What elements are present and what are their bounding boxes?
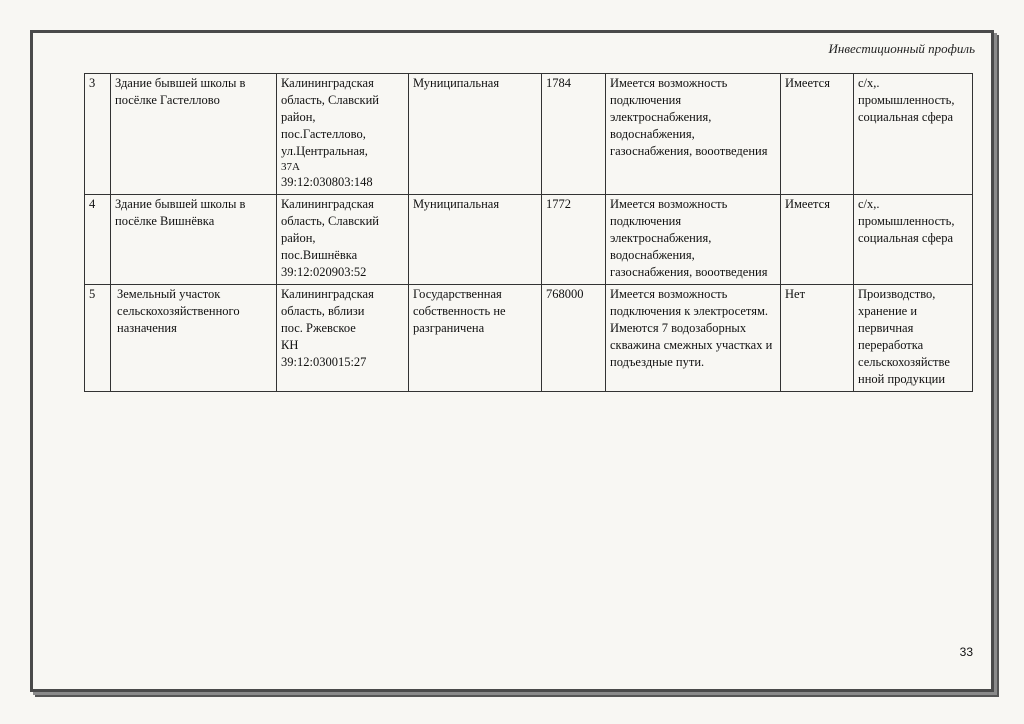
utilities-info: Имеется возможность подключения электроснабжения, водоснабжения, газоснабжения, вооотведения: [606, 195, 781, 285]
utilities-info: Имеется возможность подключения электроснабжения, водоснабжения, газоснабжения, вооотведения: [606, 74, 781, 195]
use-line: сельскохозяйстве: [858, 355, 950, 369]
ownership-form: Государственная собственность не разграничена: [409, 285, 542, 392]
row-number: 4: [85, 195, 111, 285]
object-name: Здание бывшей школы в посёлке Гастеллово: [111, 74, 277, 195]
address-line: район,: [281, 110, 316, 124]
object-area: 1784: [542, 74, 606, 195]
table-row: [85, 195, 973, 285]
address-line: область, Славский: [281, 214, 379, 228]
infrastructure-status: Имеется: [781, 195, 854, 285]
row-number: 3: [85, 74, 111, 195]
cadastral-number: 39:12:020903:52: [281, 265, 367, 279]
object-area: 1772: [542, 195, 606, 285]
address-line: пос. Ржевское: [281, 321, 356, 335]
intended-use: [854, 285, 973, 392]
address-house-number: 37А: [281, 161, 300, 173]
address-line: КН: [281, 338, 299, 352]
use-line: хранение и: [858, 304, 918, 318]
object-area: 768000: [542, 285, 606, 392]
intended-use: [854, 74, 973, 195]
page-number: 33: [959, 645, 973, 659]
use-line: промышленность,: [858, 214, 955, 228]
use-line: Производство,: [858, 287, 936, 301]
page-header-title: Инвестиционный профиль: [828, 41, 975, 56]
document-page: [30, 30, 994, 692]
cadastral-number: 39:12:030015:27: [281, 355, 367, 369]
investment-objects-table: [84, 73, 973, 392]
address-line: область, вблизи: [281, 304, 365, 318]
infrastructure-status: Нет: [781, 285, 854, 392]
address-line: ул.Центральная,: [281, 144, 368, 158]
ownership-form: Муниципальная: [409, 195, 542, 285]
address-line: пос.Гастеллово,: [281, 127, 366, 141]
use-line: промышленность,: [858, 93, 955, 107]
object-address: [277, 74, 409, 195]
address-line: область, Славский: [281, 93, 379, 107]
address-line: пос.Вишнёвка: [281, 248, 358, 262]
use-line: социальная сфера: [858, 110, 954, 124]
address-line: Калининградская: [281, 197, 374, 211]
use-line: социальная сфера: [858, 231, 954, 245]
table-row: [85, 74, 973, 195]
ownership-form: Муниципальная: [409, 74, 542, 195]
use-line: нной продукции: [858, 372, 946, 386]
object-address: [277, 285, 409, 392]
intended-use: [854, 195, 973, 285]
infrastructure-status: Имеется: [781, 74, 854, 195]
use-line: с/х,.: [858, 76, 880, 90]
address-line: Калининградская: [281, 287, 374, 301]
object-address: [277, 195, 409, 285]
cadastral-number: 39:12:030803:148: [281, 175, 373, 189]
row-number: 5: [85, 285, 111, 392]
use-line: с/х,.: [858, 197, 880, 211]
utilities-info: Имеется возможность подключения к электросетям. Имеются 7 водозаборных скважина смежных участках и подъездные пути.: [606, 285, 781, 392]
address-line: Калининградская: [281, 76, 374, 90]
use-line: переработка: [858, 338, 924, 352]
table-row: [85, 285, 973, 392]
use-line: первичная: [858, 321, 914, 335]
object-name: Здание бывшей школы в посёлке Вишнёвка: [111, 195, 277, 285]
address-line: район,: [281, 231, 316, 245]
object-name: Земельный участок сельскохозяйственного назначения: [111, 285, 277, 392]
